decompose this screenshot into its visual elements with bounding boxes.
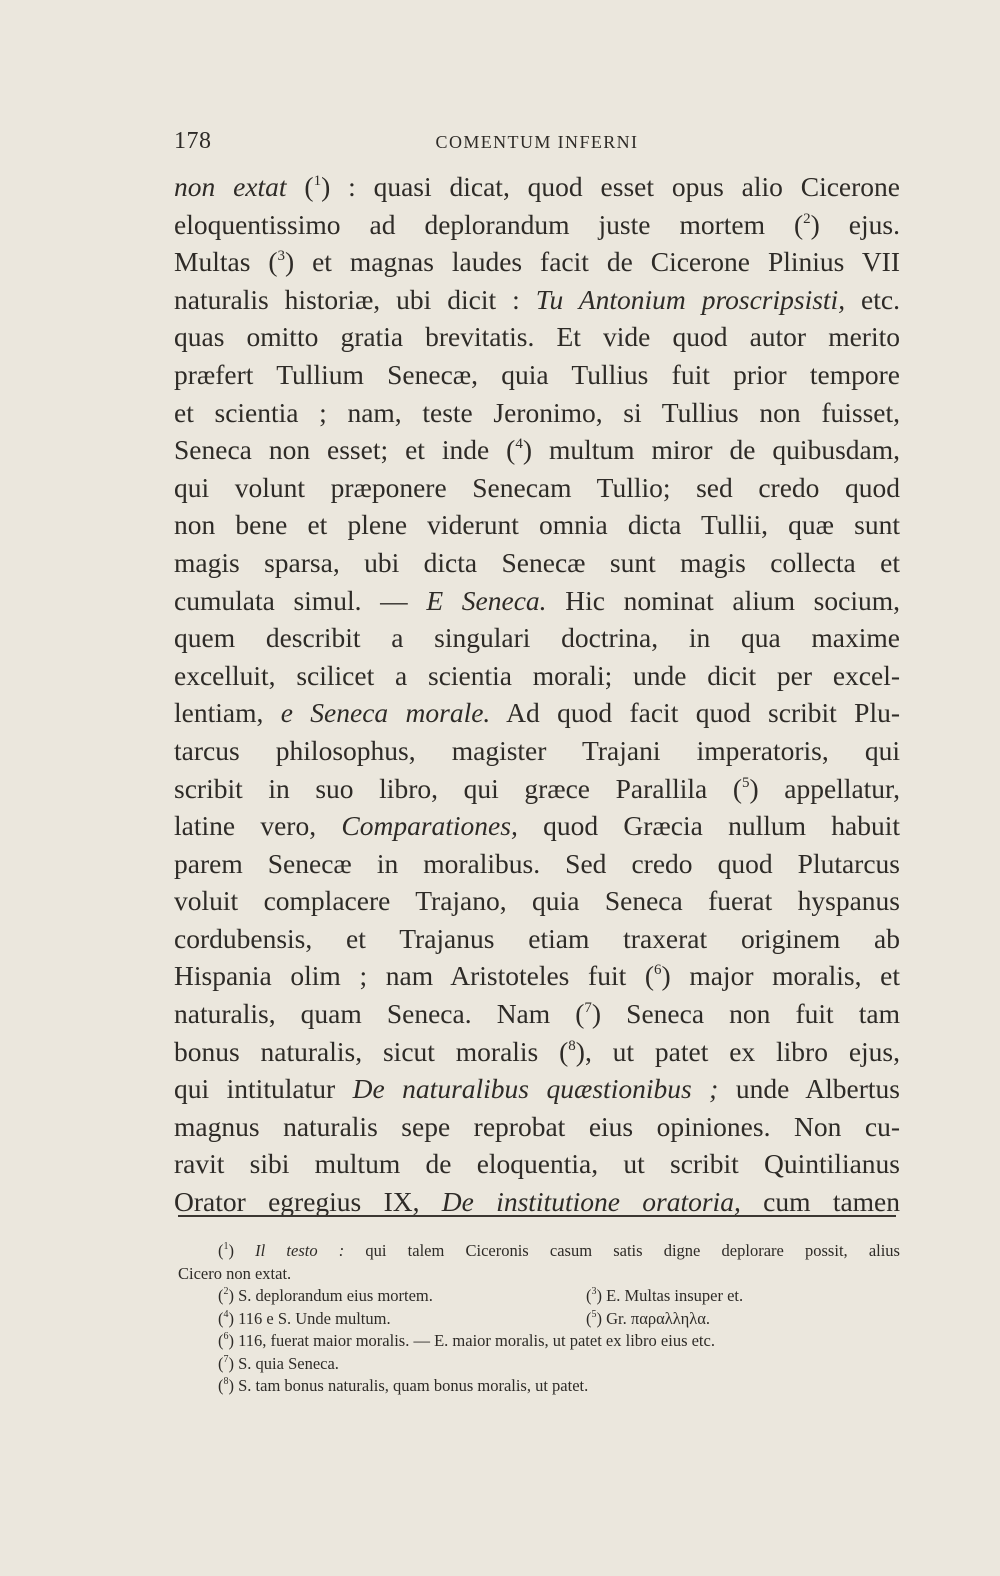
footnote-8: ($^8$) S. tam bonus naturalis, quam bonus moralis, ut patet. (218, 1376, 589, 1395)
main-text (174, 168, 900, 1221)
text-line: Multas ($^3$) et magnas laudes facit de Cicerone Plinius VII (174, 246, 900, 278)
text-line: lentiam, e Seneca morale. Ad quod facit quod scribit Plu- (174, 697, 901, 729)
footnotes (178, 1240, 900, 1398)
text-line: Seneca non esset; et inde ($^4$) multum miror de quibusdam, (174, 434, 900, 466)
text-line: excelluit, scilicet a scientia morali; unde dicit per excel- (174, 659, 900, 691)
footnote-5: ($^5$) Gr. παραλληλα. (586, 1308, 710, 1328)
text-line: quas omitto gratia brevitatis. Et vide quod autor merito (174, 321, 900, 353)
running-title: COMENTUM INFERNI (435, 132, 639, 152)
footnote-6: ($^6$) 116, fuerat maior moralis. — E. maior moralis, ut patet ex libro eius etc. (218, 1331, 715, 1350)
text-line: latine vero, Comparationes, quod Græcia nullum habuit (174, 810, 900, 842)
text-line: qui intitulatur De naturalibus quæstionibus ; unde Albertus (174, 1073, 900, 1105)
text-line: eloquentissimo ad deplorandum juste mortem ($^2$) ejus. (174, 208, 900, 240)
text-line: non bene et plene viderunt omnia dicta Tullii, quæ sunt (174, 509, 900, 541)
text-line: magis sparsa, ubi dicta Senecæ sunt magis collecta et (174, 546, 900, 578)
footnote-rule (178, 1215, 896, 1217)
footnote-3: ($^3$) E. Multas insuper et. (586, 1286, 744, 1305)
text-line: cordubensis, et Trajanus etiam traxerat originem ab (174, 922, 900, 954)
text-line: bonus naturalis, sicut moralis ($^8$), ut patet ex libro ejus, (174, 1035, 900, 1067)
footnote-1: ($^1$) Il testo : qui talem Ciceronis casum satis digne deplorare possit, alius (218, 1241, 900, 1260)
page-header (174, 128, 900, 160)
footnote-7: ($^7$) S. quia Seneca. (218, 1353, 339, 1373)
page-number: 178 (174, 128, 212, 154)
text-line: Orator egregius IX, De institutione oratoria, cum tamen (174, 1186, 901, 1218)
footnote-4: ($^4$) 116 e S. Unde multum. (218, 1308, 391, 1328)
text-line: ravit sibi multum de eloquentia, ut scribit Quintilianus (174, 1148, 900, 1180)
text-line: qui volunt præponere Senecam Tullio; sed credo quod (174, 471, 900, 503)
text-line: naturalis, quam Seneca. Nam ($^7$) Seneca non fuit tam (174, 998, 900, 1030)
text-line: scribit in suo libro, qui græce Parallila ($^5$) appellatur, (174, 772, 900, 804)
text-line: cumulata simul. — E Seneca. Hic nominat alium socium, (174, 584, 900, 616)
text-line: non extat ($^1$) : quasi dicat, quod esset opus alio Cicerone (174, 171, 900, 202)
text-line: quem describit a singulari doctrina, in qua maxime (174, 622, 900, 654)
text-line: Hispania olim ; nam Aristoteles fuit ($^6$) major moralis, et (174, 960, 900, 992)
text-line: voluit complacere Trajano, quia Seneca fuerat hyspanus (174, 885, 900, 917)
text-line: et scientia ; nam, teste Jeronimo, si Tullius non fuisset, (174, 396, 900, 428)
text-line: naturalis historiæ, ubi dicit : Tu Antonium proscripsisti, etc. (174, 283, 900, 315)
footnote-1-continued: Cicero non extat. (178, 1263, 292, 1283)
footnote-2: ($^2$) S. deplorandum eius mortem. (218, 1286, 433, 1305)
footnote-row (178, 1308, 900, 1331)
footnote-row (178, 1285, 900, 1308)
text-line: parem Senecæ in moralibus. Sed credo quod Plutarcus (174, 847, 900, 879)
text-line: magnus naturalis sepe reprobat eius opiniones. Non cu- (174, 1110, 900, 1142)
text-line: præfert Tullium Senecæ, quia Tullius fuit prior tempore (174, 358, 900, 390)
text-line: tarcus philosophus, magister Trajani imperatoris, qui (174, 734, 900, 766)
